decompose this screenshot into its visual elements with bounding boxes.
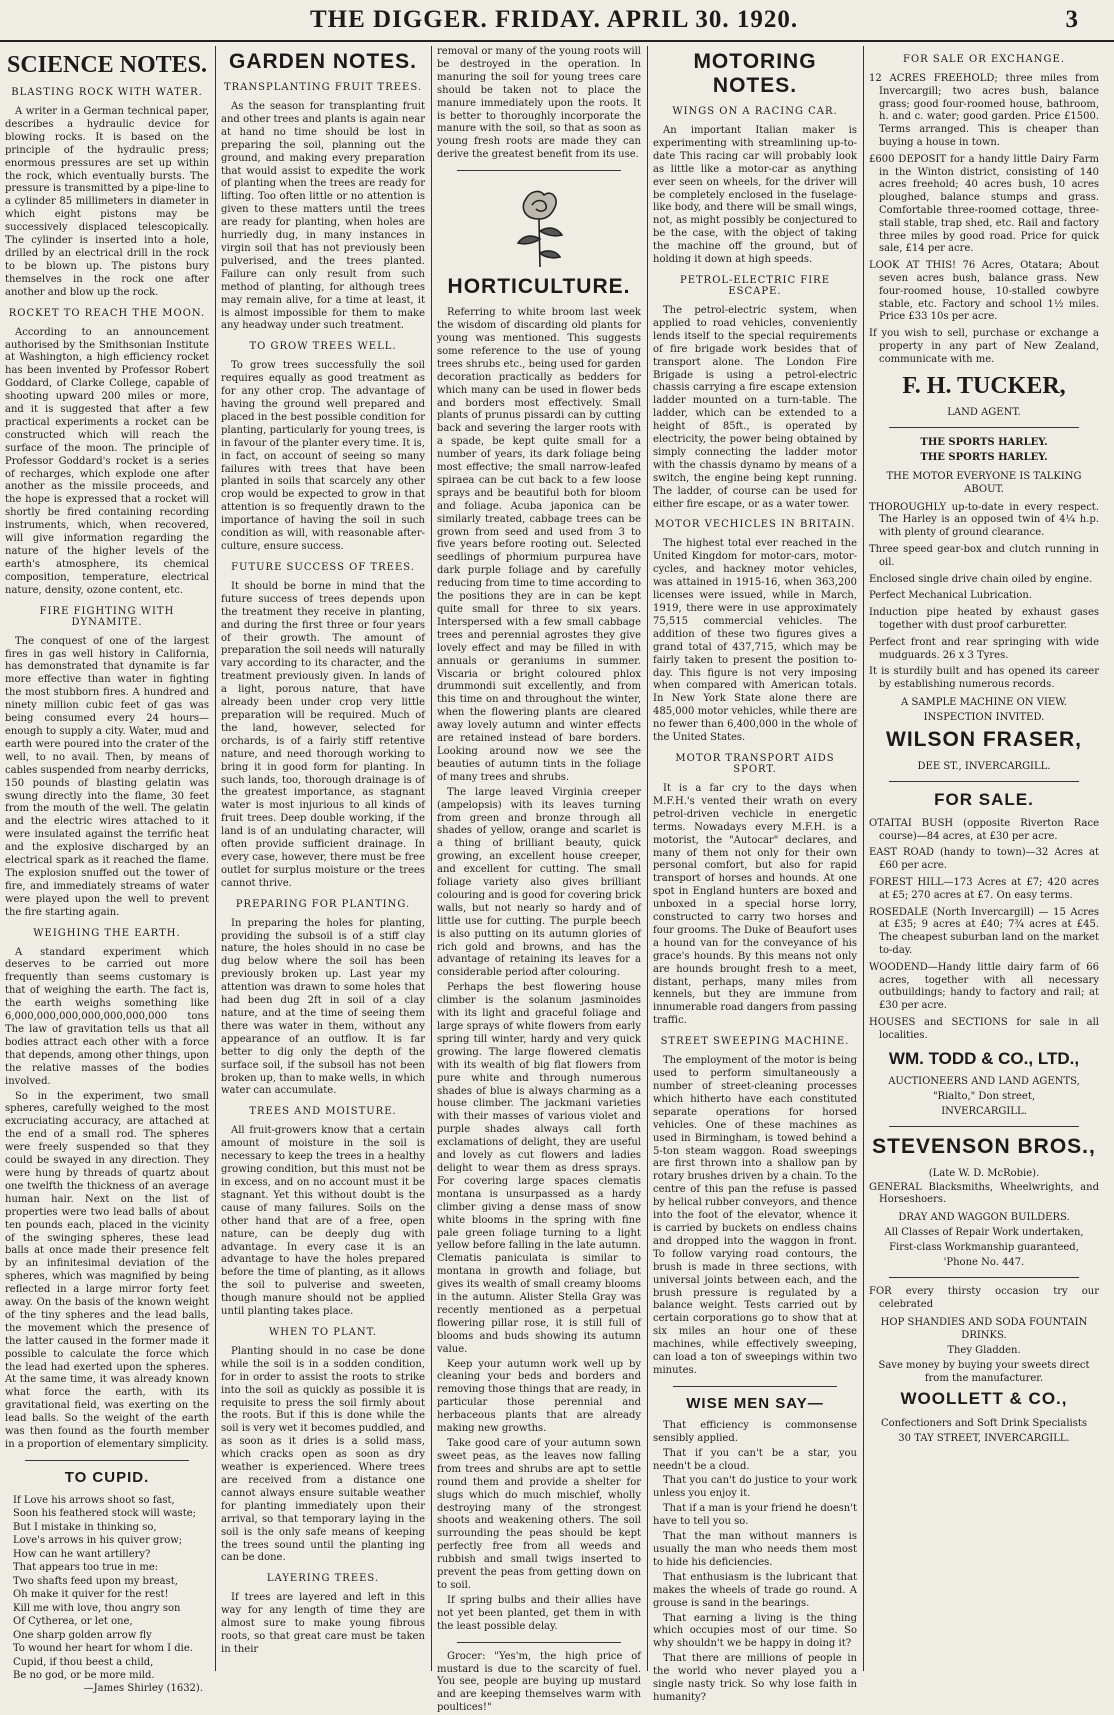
harley-line: THE SPORTS HARLEY. [920, 451, 1048, 463]
poem-line: If Love his arrows shoot so fast, [13, 1494, 175, 1506]
page-number: 3 [1065, 6, 1078, 33]
section-heading: LAYERING TREES. [266, 1573, 380, 1585]
wise-saying: That you can't do justice to your work unless you enjoy it. [653, 1475, 857, 1500]
wm-todd-line: AUCTIONEERS AND LAND AGENTS, [888, 1075, 1080, 1087]
ad-heading: FOR SALE OR EXCHANGE. [903, 54, 1065, 65]
poem-line: Kill me with love, thou angry son [13, 1602, 181, 1614]
section-heading: MOTOR VECHICLES IN BRITAIN. [654, 519, 856, 531]
section-heading: TREES AND MOISTURE. [249, 1106, 397, 1118]
section-heading: STREET SWEEPING MACHINE. [660, 1036, 850, 1048]
harley-feature: Enclosed single drive chain oiled by engine. [869, 573, 1093, 585]
tucker-name: F. H. TUCKER, [902, 372, 1066, 399]
column-science-notes [0, 46, 214, 1694]
article-paragraph: The large leaved Virginia creeper (ampelopsis) with its leaves turning from green and bronze through all shades of yellow, orange and scarlet is a thing of brilliant beauty, quick growing, an excellent house creeper, and excellent for cutting. The small foliage variety also gives brilliant colouring and is good for covering brick walls, but not nearly so hardy and of little use for cutting. The purple beech is also putting on its autumn glories of rich gold and browns, and has the advantage of retaining its leaves for a considerable period after colouring. [437, 786, 641, 979]
wise-saying: That enthusiasm is the lubricant that makes the wheels of trade go round. A grouse is sand in the bearings. [653, 1571, 857, 1609]
stevenson-bros-name: STEVENSON BROS., [872, 1134, 1096, 1158]
article-paragraph: It should be borne in mind that the future success of trees depends upon the treatment they receive in planting, and during the first three or four years of their growth. The amount of preparation the soil needs will naturally vary according to its character, and the treatment previously given. In lands of a light, porous nature, that have already been under crop very little preparation will be required. Much of the land, however, selected for orchards, is of a fairly stiff retentive nature, and need thorough working to bring it in good form for planting. In such lands, too, thorough drainage is of the greatest importance, as stagnant water is most injurious to all kinds of fruit trees. Deep double working, if the land is of an undulating character, will often provide sufficient drainage. In every case, however, there must be free outlet for surplus moisture or the trees cannot thrive. [221, 580, 425, 889]
article-paragraph: A writer in a German technical paper, describes a hydraulic device for blowing rocks. It is based on the principle of the hydraulic press; enormous pressures are set up within the rock, which eventually bursts. The pressure is transmitted by a pipe-line to a cylinder 85 millimeters in diameter in which eight pistons may be successively displaced telescopically. The cylinder is inserted into a hole, drilled by an electrical drill in the rock to be blown up. The pistons bury themselves in the rock one after another and blow up the rock. [5, 106, 209, 298]
harley-feature: THOROUGHLY up-to-date in every respect. The Harley is an opposed twin of 4¼ h.p. with plenty of ground clearance. [869, 501, 1099, 539]
article-paragraph: Keep your autumn work well up by cleaning your beds and borders and removing those things that are ready, in particular those perennial and herbaceous plants that are already making new growths. [437, 1358, 641, 1435]
wise-saying: That the man without manners is usually the man who needs them most to hide his deficiencies. [653, 1531, 857, 1568]
harley-line: THE SPORTS HARLEY. [920, 436, 1048, 448]
divider [673, 1386, 837, 1387]
article-paragraph: removal or many of the young roots will be destroyed in the operation. In manuring the soil for young trees care should be taken not to place the manure immediately upon the roots. It is better to thoroughly incorporate the manure with the soil, so that as soon as young fresh roots are made they can derive the greatest benefit from its use. [437, 46, 641, 161]
for-sale-title: FOR SALE. [934, 789, 1034, 809]
divider [457, 170, 621, 171]
stevenson-line: First-class Workmanship guaranteed, [889, 1242, 1079, 1254]
motoring-notes-title: MOTORING NOTES. [693, 50, 817, 97]
article-paragraph: The employment of the motor is being used to perform simultaneously a number of street-cleaning processes which hitherto have each constituted separate operations for horsed vehicles. One of these machines as used in Birmingham, is towed behind a 5-ton steam waggon. Road sweepings are first thrown into a shallow pan by rotary brushes driven by a chain. To the centre of this pan the refuse is passed by helical rubber conveyors, and thence into the foot of the elevator, whence it is carried by buckets on endless chains and dropped into the waggon in front. To follow varying road contours, the brush is made in three sections, with universal joints between each, and the brush pressure is regulated by a balance weight. Tests carried out by certain corporations go to show that at six miles an hour one of these machines, while effectively sweeping, can load a ton of sweepings within two minutes. [653, 1055, 857, 1376]
poem-lines [13, 1494, 209, 1683]
poem-line: Be no god, or be more mild. [13, 1670, 155, 1682]
poem-title: TO CUPID. [64, 1468, 150, 1486]
wm-todd-name: WM. TODD & CO., LTD., [888, 1048, 1080, 1068]
section-heading: TRANSPLANTING FRUIT TREES. [223, 82, 423, 93]
section-heading: FUTURE SUCCESS OF TREES. [231, 561, 415, 573]
article-paragraph: In preparing the holes for planting, providing the subsoil is of a stiff clay nature, the holes should in no case be dug below where the soil has been previously broken up. Last year my attention was drawn to some holes that had been dug 2ft in soil of a clay nature, and at the time of seeing them there was water in them, without any appearance of an outflow. It is far better to dig only the depth of the surface soil, if the subsoil has not been broken up, than to make wells, in which water can accumulate. [221, 917, 425, 1097]
article-paragraph: Referring to white broom last week the wisdom of discarding old plants for young was mentioned. This suggests some reference to the use of young trees shrubs etc., being used for garden decoration practically as bedders for which many can be used in flower beds and borders most effectively. Small plants of prunus pissardi can by cutting back and severing the larger roots with a spade, be kept quite small for a number of years, its dark foliage being most effective; the small narrow-leafed spiraea can be cut back to a few loose sprays and be beautiful both for bloom and foliage. Acuba japonica can be similarly treated, cabbage trees can be grown from seed and used from 3 to five years before rooting out. Selected seedlings of phormium purpurea have dark purple foliage and by carefully reducing from time to time according to the positions they are in can be kept quite small for three to six years. Interspersed with a few small cabbage trees and perennial agrostes they give lovely effect and may be filled in with annuals or geraniums in summer. Viscaria or bright coloured phlox drummondi suit excellently, and from this time on and throughout the winter, when the flowering plants are cleared away lovely autumn and winter effects are retained instead of bare borders. Looking around now we see the beauties of autumn tints in the foliage of many trees and shrubs. [437, 307, 641, 783]
sale-listing: EAST ROAD (handy to town)—32 Acres at £60 per acre. [869, 847, 1099, 872]
divider [889, 781, 1079, 782]
poem-author: —James Shirley (1632). [83, 1682, 203, 1694]
article-paragraph: If trees are layered and left in this way for any length of time they are almost sure to make young fibrous roots, so that great care must be taken in their [221, 1592, 425, 1655]
sale-listing: OTAITAI BUSH (opposite Riverton Race course)—84 acres, at £30 per acre. [869, 817, 1099, 842]
article-paragraph: According to an announcement authorised by the Smithsonian Institute at Washington, a high efficiency rocket has been invented by Professor Robert Goddard, of Clarke College, capable of shooting upward 200 miles or more, and it is suggested that after a few practical experiments a rocket can be constructed which will reach the surface of the moon. The principle of Professor Goddard's rocket is a series of recharges, which explode one after another as the missile proceeds, and the hope is expressed that a rocket will shortly be fired containing recording instruments, which, when recovered, will give information regarding the nature of the higher levels of the earth's atmosphere, its chemical composition, temperature, electrical nature, density, ozone content, etc. [5, 326, 209, 596]
divider [457, 1642, 621, 1643]
sale-listing: WOODEND—Handy little dairy farm of 66 acres, together with all necessary outbuildings; handy to factory and rail; at £30 per acre. [869, 961, 1099, 1012]
article-paragraph: Planting should in no case be done while the soil is in a sodden condition, for in order to assist the roots to strike into the soil as quickly as possible it is requisite to press the soil firmly about the roots. But if this is done while the soil is very wet it becomes puddled, and as soon as it dries is a solid mass, which cracks open as soon as dry weather is experienced. Where trees are received from a distance one cannot always ensure suitable weather for planting immediately upon their arrival, so that temporary laying in the soil is the only safe means of keeping the trees sound until the planting ing can be done. [221, 1345, 425, 1564]
garden-notes-title: GARDEN NOTES. [228, 50, 417, 73]
wise-saying: That earning a living is the thing which occupies most of our time. So why shouldn't we be happy in doing it? [653, 1612, 857, 1650]
sale-listing: ROSEDALE (North Invercargill) — 15 Acres at £35; 9 acres at £40; 7¾ acres at £45. The cheapest suburban land on the market to-day. [869, 906, 1099, 957]
section-heading: MOTOR TRANSPORT AIDS SPORT. [675, 752, 835, 775]
divider [889, 427, 1079, 428]
article-paragraph: So in the experiment, two small spheres, carefully weighed to the most excruciating accuracy, are attached at the end of a small rod. The spheres were freely suspended so that they could be swayed in any direction. They were hung by threads of quartz about one twelfth the thickness of an average human hair. Next on the list of properties were two lead balls of about ten pounds each, placed in the vicinity of the swinging spheres, these lead balls at once made their presence felt by an infinitesimal deviation of the spheres, which was magnified by being reflected in a large mirror forty feet away. On the basis of the known weight of the tiny spheres and the lead balls, the movement which the presence of the latter caused in the former made it possible to calculate the force which the lead had exerted upon the spheres. At the same time, it was already known what force the earth, with its gravitational field, was exerting on the lead balls. So the weight of the earth was then found as the fourth member in a proportion of elementary simplicity. [5, 1090, 209, 1450]
section-heading: PREPARING FOR PLANTING. [235, 898, 411, 910]
stevenson-line: All Classes of Repair Work undertaken, [884, 1227, 1084, 1239]
poem-line: How can he want artillery? [13, 1548, 151, 1560]
divider [25, 1460, 189, 1461]
article-paragraph: It is a far cry to the days when M.F.H.'s vented their wrath on every petrol-driven vechicle in energetic terms. Nowadays every M.F.H. is a motorist, the "Autocar" declares, and many of them not only for their own personal comfort, but also for rapid transport of horses and hounds. At one spot in England hunters are boxed and unboxed in a special horse lorry, constructed to carry two horses and four grooms. The Duke of Beaufort uses a hound van for the conveyance of his grace's hounds. By this means not only are hounds brought fresh to a meet, distant, perhaps, many miles from kennels, but they are immune from innumerable road dangers from passing traffic. [653, 782, 857, 1027]
wise-saying: That if you can't be a star, you needn't be a cloud. [653, 1447, 857, 1472]
harley-feature: Three speed gear-box and clutch running in oil. [869, 543, 1099, 568]
wm-todd-line: INVERCARGILL. [941, 1105, 1027, 1117]
poem-line: Two shafts feed upon my breast, [13, 1575, 178, 1587]
property-ad: £600 DEPOSIT for a handy little Dairy Farm in the Winton district, consisting of 140 acres freehold; 40 acres bush, 10 acres ploughed, balance stumps and grass. Comfortable three-roomed cottage, three-stall stable, trap shed, etc. Rail and factory three miles by good road. Price for quick sale, £14 per acre. [869, 153, 1099, 255]
poem-line: One sharp golden arrow fly [13, 1629, 152, 1641]
stevenson-line: (Late W. D. McRobie). [928, 1167, 1040, 1179]
section-heading: PETROL-ELECTRIC FIRE ESCAPE. [679, 274, 831, 297]
property-ad: 12 ACRES FREEHOLD; three miles from Invercargill; two acres bush, balance grass; good four-roomed house, bathroom, h. and c. water; good garden. Price £1500. Terms arranged. This is cheaper than buying a house in town. [869, 73, 1099, 148]
divider [889, 1277, 1079, 1278]
harley-feature: Perfect front and rear springing with wide mudguards. 26 x 3 Tyres. [869, 636, 1099, 661]
horticulture-title: HORTICULTURE. [447, 275, 631, 299]
harley-feature: It is sturdily built and has opened its career by establishing numerous records. [869, 666, 1099, 691]
article-paragraph: A standard experiment which deserves to be carried out more frequently than seems customary is that of weighing the earth. The fact is, the earth weighs something like 6,000,000,000,000,000,000,000 tons The law of gravitation tells us that all bodies attract each other with a force that depends, among other things, upon the relative masses of the bodies involved. [5, 946, 209, 1087]
poem-line: But I mistake in thinking so, [13, 1521, 157, 1533]
rose-illustration-icon [504, 179, 574, 271]
woollett-line: Confectioners and Soft Drink Specialists [880, 1417, 1088, 1429]
article-paragraph: The petrol-electric system, when applied to road vehicles, conveniently lends itself to the special requirements of fire brigade work besides that of transport alone. The London Fire Brigade is using a petrol-electric chassis carrying a fire escape extension ladder mounted on a turn-table. The ladder, which can be extended to a height of 85ft., is operated by electricity, the power being obtained by simply connecting the ladder motor with the chassis dynamo by means of a switch, the engine being kept running. The ladder, of course can be used for either fire escape, or as a water tower. [653, 304, 857, 510]
grocer-joke: Grocer: "Yes'm, the high price of mustard is due to the scarcity of fuel. You see, people are buying up mustard and are keeping themselves warm with poultices!" [437, 1650, 641, 1714]
sale-listing: HOUSES and SECTIONS for sale in all localities. [869, 1017, 1099, 1041]
stevenson-line: DRAY AND WAGGON BUILDERS. [898, 1212, 1070, 1224]
wise-saying: That there are millions of people in the world who never played you a single nasty trick. So why lose faith in humanity? [653, 1653, 857, 1703]
column-advertisements [864, 46, 1104, 1671]
article-paragraph: An important Italian maker is experimenting with streamlining up-to-date This racing car will probably look as little like a motor-car as anything ever seen on wheels, for the driver will be completely enclosed in the fuselage-like body, and there will be small wings, not, as might possibly be conjectured to be the case, with the object of taking the machine off the ground, but of holding it down at high speeds. [653, 125, 857, 266]
wilson-fraser-address: DEE ST., INVERCARGILL. [917, 760, 1051, 772]
woollett-line: Save money by buying your sweets direct from the manufacturer. [878, 1359, 1090, 1384]
woollett-line: They Gladden. [947, 1344, 1021, 1356]
harley-feature: Induction pipe heated by exhaust gases together with dust proof carburetter. [869, 607, 1099, 631]
poem-line: Oh make it quiver for the rest! [13, 1589, 169, 1601]
stevenson-line: GENERAL Blacksmiths, Wheelwrights, and Horseshoers. [869, 1181, 1099, 1206]
sale-listing: FOREST HILL—173 Acres at £7; 420 acres at £5; 270 acres at £7. On easy terms. [869, 877, 1099, 901]
woollett-line: HOP SHANDIES AND SODA FOUNTAIN DRINKS. [880, 1316, 1088, 1341]
section-heading: WINGS ON A RACING CAR. [672, 106, 838, 117]
poem-line: Love's arrows in his quiver grow; [13, 1535, 183, 1547]
wise-saying: That if a man is your friend he doesn't have to tell you so. [653, 1503, 857, 1528]
section-heading: WEIGHING THE EARTH. [33, 927, 181, 939]
harley-inspection: INSPECTION INVITED. [923, 711, 1045, 723]
column-garden-notes [216, 46, 430, 1671]
property-ad: If you wish to sell, purchase or exchange a property in any part of New Zealand, communicate with me. [869, 328, 1099, 365]
woollett-line: FOR every thirsty occasion try our celebrated [869, 1286, 1099, 1311]
newspaper-title: THE DIGGER. FRIDAY. APRIL 30. 1920. [310, 6, 799, 33]
masthead [0, 0, 1114, 42]
article-paragraph: All fruit-growers know that a certain amount of moisture in the soil is necessary to keep the trees in a healthy growing condition, but this must not be in excess, and on no account must it be stagnant. Yet this without doubt is the cause of many failures. Soils on the other hand that are of a free, open nature, can be deeply dug with advantage. In every case it is an advantage to have the holes prepared before the time of planting, as it allows the soil to pulverise and sweeten, though manure should not be applied until planting takes place. [221, 1125, 425, 1318]
column-motoring-notes [648, 46, 862, 1703]
article-paragraph: As the season for transplanting fruit and other trees and plants is again near at hand no time should be lost in preparing the soil, planning out the ground, and making every preparation that would assist to expedite the work of planting when the trees are ready for lifting. Too often little or no attention is given to these matters until the trees are ready for planting, when holes are hurriedly dug, in many instances in virgin soil that has not previously been pulverised, and the trees planted. Failure can only result from such method of planting, for although trees may remain alive, for a time at least, it is almost impossible for them to make any headway under such treatment. [221, 101, 425, 332]
property-ad: LOOK AT THIS! 76 Acres, Otatara; About seven acres bush, balance grass. New four-roomed house, 10-stalled cowbyre stable, etc. Factory and school 1½ miles. Price £33 10s per acre. [869, 260, 1099, 323]
poem-line: Soon his feathered stock will waste; [13, 1508, 196, 1520]
poem-line: Cupid, if thou beest a child, [13, 1656, 154, 1668]
divider [889, 1126, 1079, 1127]
article-paragraph: The conquest of one of the largest fires in gas well history in California, has demonstrated that dynamite is far more effective than water in fighting the most stubborn fires. A hundred and ninety million cubic feet of gas was being consumed every 24 hours—enough to supply a city. Water, mud and earth were poured into the crater of the well, to no avail. Then, by means of cables suspended from nearby derricks, 150 pounds of blasting gelatin was swung directly into the flame, 30 feet from the mouth of the well. The gelatin and the electric wires attached to it were insulated against the terrific heat and the explosive discharged by an electrical spark as it reached the flame. The explosion snuffed out the tower of fire, and immediately streams of water were played upon the well to prevent the fire starting again. [5, 635, 209, 918]
section-heading: FIRE FIGHTING WITH DYNAMITE. [39, 605, 175, 628]
harley-sample: A SAMPLE MACHINE ON VIEW. [901, 696, 1067, 708]
tucker-role: LAND AGENT. [947, 406, 1021, 418]
article-paragraph: Take good care of your autumn sown sweet peas, as the leaves now falling from trees and shrubs are apt to settle round them and provide a shelter for slugs which do much mischief, wholly destroying many of the strongest shoots and weakening others. The soil surrounding the peas should be kept perfectly free from all weeds and rubbish and small twigs inserted to prevent the peas from getting down on to soil. [437, 1438, 641, 1591]
wise-men-say-title: WISE MEN SAY— [686, 1394, 824, 1412]
article-paragraph: Perhaps the best flowering house climber is the solanum jasminoides with its light and graceful foliage and large sprays of white flowers from early spring till winter, hardy and very quick growing. The large flowered clematis with its wealth of big flat flowers from pure white and through numerous shades of blue is always charming as a house climber. The jackmani varieties with their masses of various violet and purple shades always call forth exclamations of delight, they are useful and lovely as cut flowers and ladies delight to wear them as dress sprays. For covering large spaces clematis montana is unsurpassed as a hardy climber giving a dense mass of snow white blooms in the spring with fine pale green foliage turning to a light yellow before falling in the late autumn. Clematis paniculata is similar to montana in growth and foliage, but gives its wealth of small creamy blooms in the autumn. Alister Stella Gray was recently mentioned as a perpetual flowering pillar rose, it is still full of blooms and buds showing its autumn value. [437, 982, 641, 1355]
section-heading: WHEN TO PLANT. [269, 1326, 377, 1338]
poem-line: Of Cytherea, or let one, [13, 1616, 133, 1628]
poem-line: To wound her heart for whom I die. [13, 1643, 193, 1655]
column-horticulture [432, 46, 646, 1714]
science-notes-title: SCIENCE NOTES. [6, 52, 208, 78]
wm-todd-line: "Rialto," Don street, [932, 1090, 1036, 1102]
section-heading: ROCKET TO REACH THE MOON. [8, 307, 206, 319]
article-paragraph: The highest total ever reached in the United Kingdom for motor-cars, motor-cycles, and hackney motor vehicles, was attained in 1915-16, when 363,200 licenses were issued, while in March, 1919, there were in use approximately 75,515 commercial vehicles. The addition of these two figures gives a grand total of 437,715, which may be fairly taken to present the position to-day. This figure is not very imposing when compared with American totals. In New York State alone there are 485,000 motor vehicles, while there are no fewer than 6,400,000 in the whole of the United States. [653, 538, 857, 744]
article-paragraph: To grow trees successfully the soil requires equally as good treatment as for any other crop. The advantage of having the ground well prepared and placed in the best possible condition for planting, particularly for young trees, is in favour of the planter every time. It is, in fact, on account of seeing so many failures with trees that have been planted in soils that scarcely any other crop would be expected to grow in that attention is so frequently drawn to the importance of having the soil in such condition as will, with reasonable after-culture, ensure success. [221, 360, 425, 552]
wise-saying: That efficiency is commonsense sensibly applied. [653, 1419, 857, 1444]
stevenson-phone: 'Phone No. 447. [943, 1257, 1025, 1269]
poem-line: That appears too true in me: [13, 1562, 159, 1574]
woollett-name: WOOLLETT & CO., [900, 1388, 1068, 1408]
section-heading: BLASTING ROCK WITH WATER. [11, 87, 203, 98]
article-paragraph: If spring bulbs and their allies have not yet been planted, get them in with the least possible delay. [437, 1594, 641, 1632]
woollett-address: 30 TAY STREET, INVERCARGILL. [898, 1432, 1070, 1444]
harley-feature: Perfect Mechanical Lubrication. [869, 590, 1033, 602]
section-heading: TO GROW TREES WELL. [249, 341, 397, 353]
harley-tagline: THE MOTOR EVERYONE IS TALKING ABOUT. [886, 470, 1082, 495]
wilson-fraser-name: WILSON FRASER, [886, 727, 1082, 751]
